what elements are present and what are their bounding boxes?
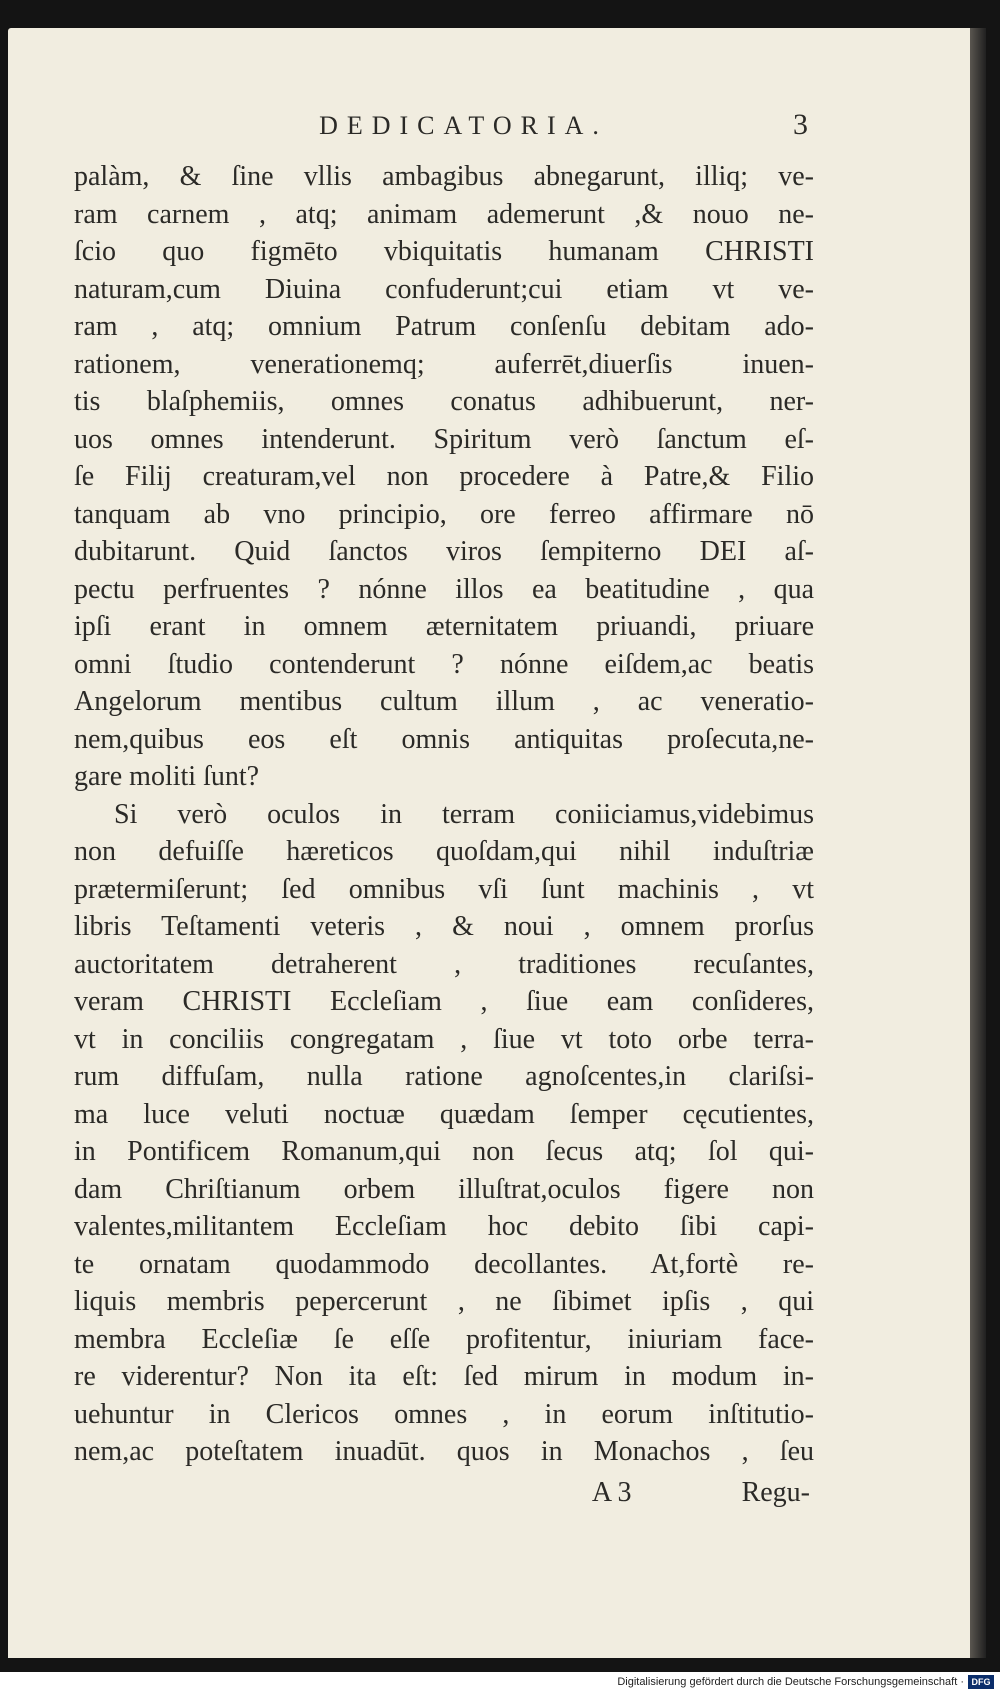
text-line: prætermiſerunt; ſed omnibus vſi ſunt machinis , vt: [74, 873, 814, 905]
text-line: membra Eccleſiæ ſe eſſe profitentur, iniuriam face-: [74, 1323, 814, 1355]
text-line: omni ſtudio contenderunt ? nónne eiſdem,ac beatis: [74, 648, 814, 680]
body-text: [74, 158, 814, 1471]
running-title: DEDICATORIA.: [319, 111, 608, 140]
text-line: auctoritatem detraherent , traditiones recuſantes,: [74, 948, 814, 980]
catchword: Regu-: [741, 1476, 810, 1508]
text-line: re viderentur? Non ita eſt: ſed mirum in modum in-: [74, 1361, 814, 1392]
text-line: ipſi erant in omnem æternitatem priuandi, priuare: [74, 611, 814, 642]
text-line: naturam,cum Diuina confuderunt;cui etiam vt ve-: [74, 273, 814, 305]
page-number: 3: [793, 108, 808, 141]
text-line: rum diffuſam, nulla ratione agnoſcentes,in clariſsi-: [74, 1061, 814, 1092]
text-line: tis blaſphemiis, omnes conatus adhibuerunt, ner-: [74, 386, 814, 417]
text-line: vt in conciliis congregatam , ſiue vt toto orbe terra-: [74, 1023, 814, 1055]
text-line: ſcio quo figmēto vbiquitatis humanam CHRISTI: [74, 236, 814, 267]
page-edge-shadow: [970, 28, 986, 1658]
text-line: nem,quibus eos eſt omnis antiquitas proſecuta,ne-: [74, 723, 814, 755]
text-line: pectu perfruentes ? nónne illos ea beatitudine , qua: [74, 573, 814, 605]
text-line: dam Chriſtianum orbem illuſtrat,oculos figere non: [74, 1173, 814, 1205]
text-line: gare moliti ſunt?: [74, 761, 260, 792]
text-line: rationem, venerationemq; auferrēt,diuerſis inuen-: [74, 348, 814, 380]
text-line: in Pontificem Romanum,qui non ſecus atq; ſol qui-: [74, 1136, 814, 1167]
text-line: ram carnem , atq; animam ademerunt ,& nouo ne-: [74, 198, 814, 230]
page-footer: [74, 1473, 814, 1513]
text-line: uos omnes intenderunt. Spiritum verò ſanctum eſ-: [74, 423, 814, 455]
text-line: dubitarunt. Quid ſanctos viros ſempiterno DEI aſ-: [74, 536, 814, 567]
text-line: valentes,militantem Eccleſiam hoc debito ſibi capi-: [74, 1211, 814, 1242]
text-line: libris Teſtamenti veteris , & noui , omnem prorſus: [74, 911, 814, 942]
text-line: veram CHRISTI Eccleſiam , ſiue eam conſideres,: [74, 986, 814, 1017]
signature-mark: A 3: [591, 1476, 632, 1508]
text-line: te ornatam quodammodo decollantes. At,fortè re-: [74, 1248, 814, 1280]
text-line: liquis membris pepercerunt , ne ſibimet ipſis , qui: [74, 1286, 814, 1317]
text-line: ram , atq; omnium Patrum conſenſu debitam ado-: [74, 311, 814, 342]
digitization-credit: Digitalisierung gefördert durch die Deutsche Forschungsgemeinschaft ·: [617, 1676, 964, 1688]
text-line: palàm, & ſine vllis ambagibus abnegarunt, illiq; ve-: [74, 161, 814, 192]
text-line: ſe Filij creaturam,vel non procedere à Patre,& Filio: [74, 461, 814, 492]
text-line: ma luce veluti noctuæ quædam ſemper cęcutientes,: [74, 1098, 814, 1130]
text-line: nem,ac poteſtatem inuadūt. quos in Monachos , ſeu: [74, 1436, 814, 1467]
dfg-logo: DFG: [968, 1675, 994, 1689]
text-line: uehuntur in Clericos omnes , in eorum inſtitutio-: [74, 1398, 814, 1430]
book-page: [8, 28, 975, 1658]
text-line: tanquam ab vno principio, ore ferreo affirmare nō: [74, 498, 814, 530]
text-line: Si verò oculos in terram coniiciamus,videbimus: [114, 798, 814, 830]
running-head: [74, 108, 814, 156]
text-block: [74, 108, 814, 1513]
text-line: Angelorum mentibus cultum illum , ac veneratio-: [74, 686, 814, 717]
text-line: non defuiſſe hæreticos quoſdam,qui nihil induſtriæ: [74, 836, 814, 867]
